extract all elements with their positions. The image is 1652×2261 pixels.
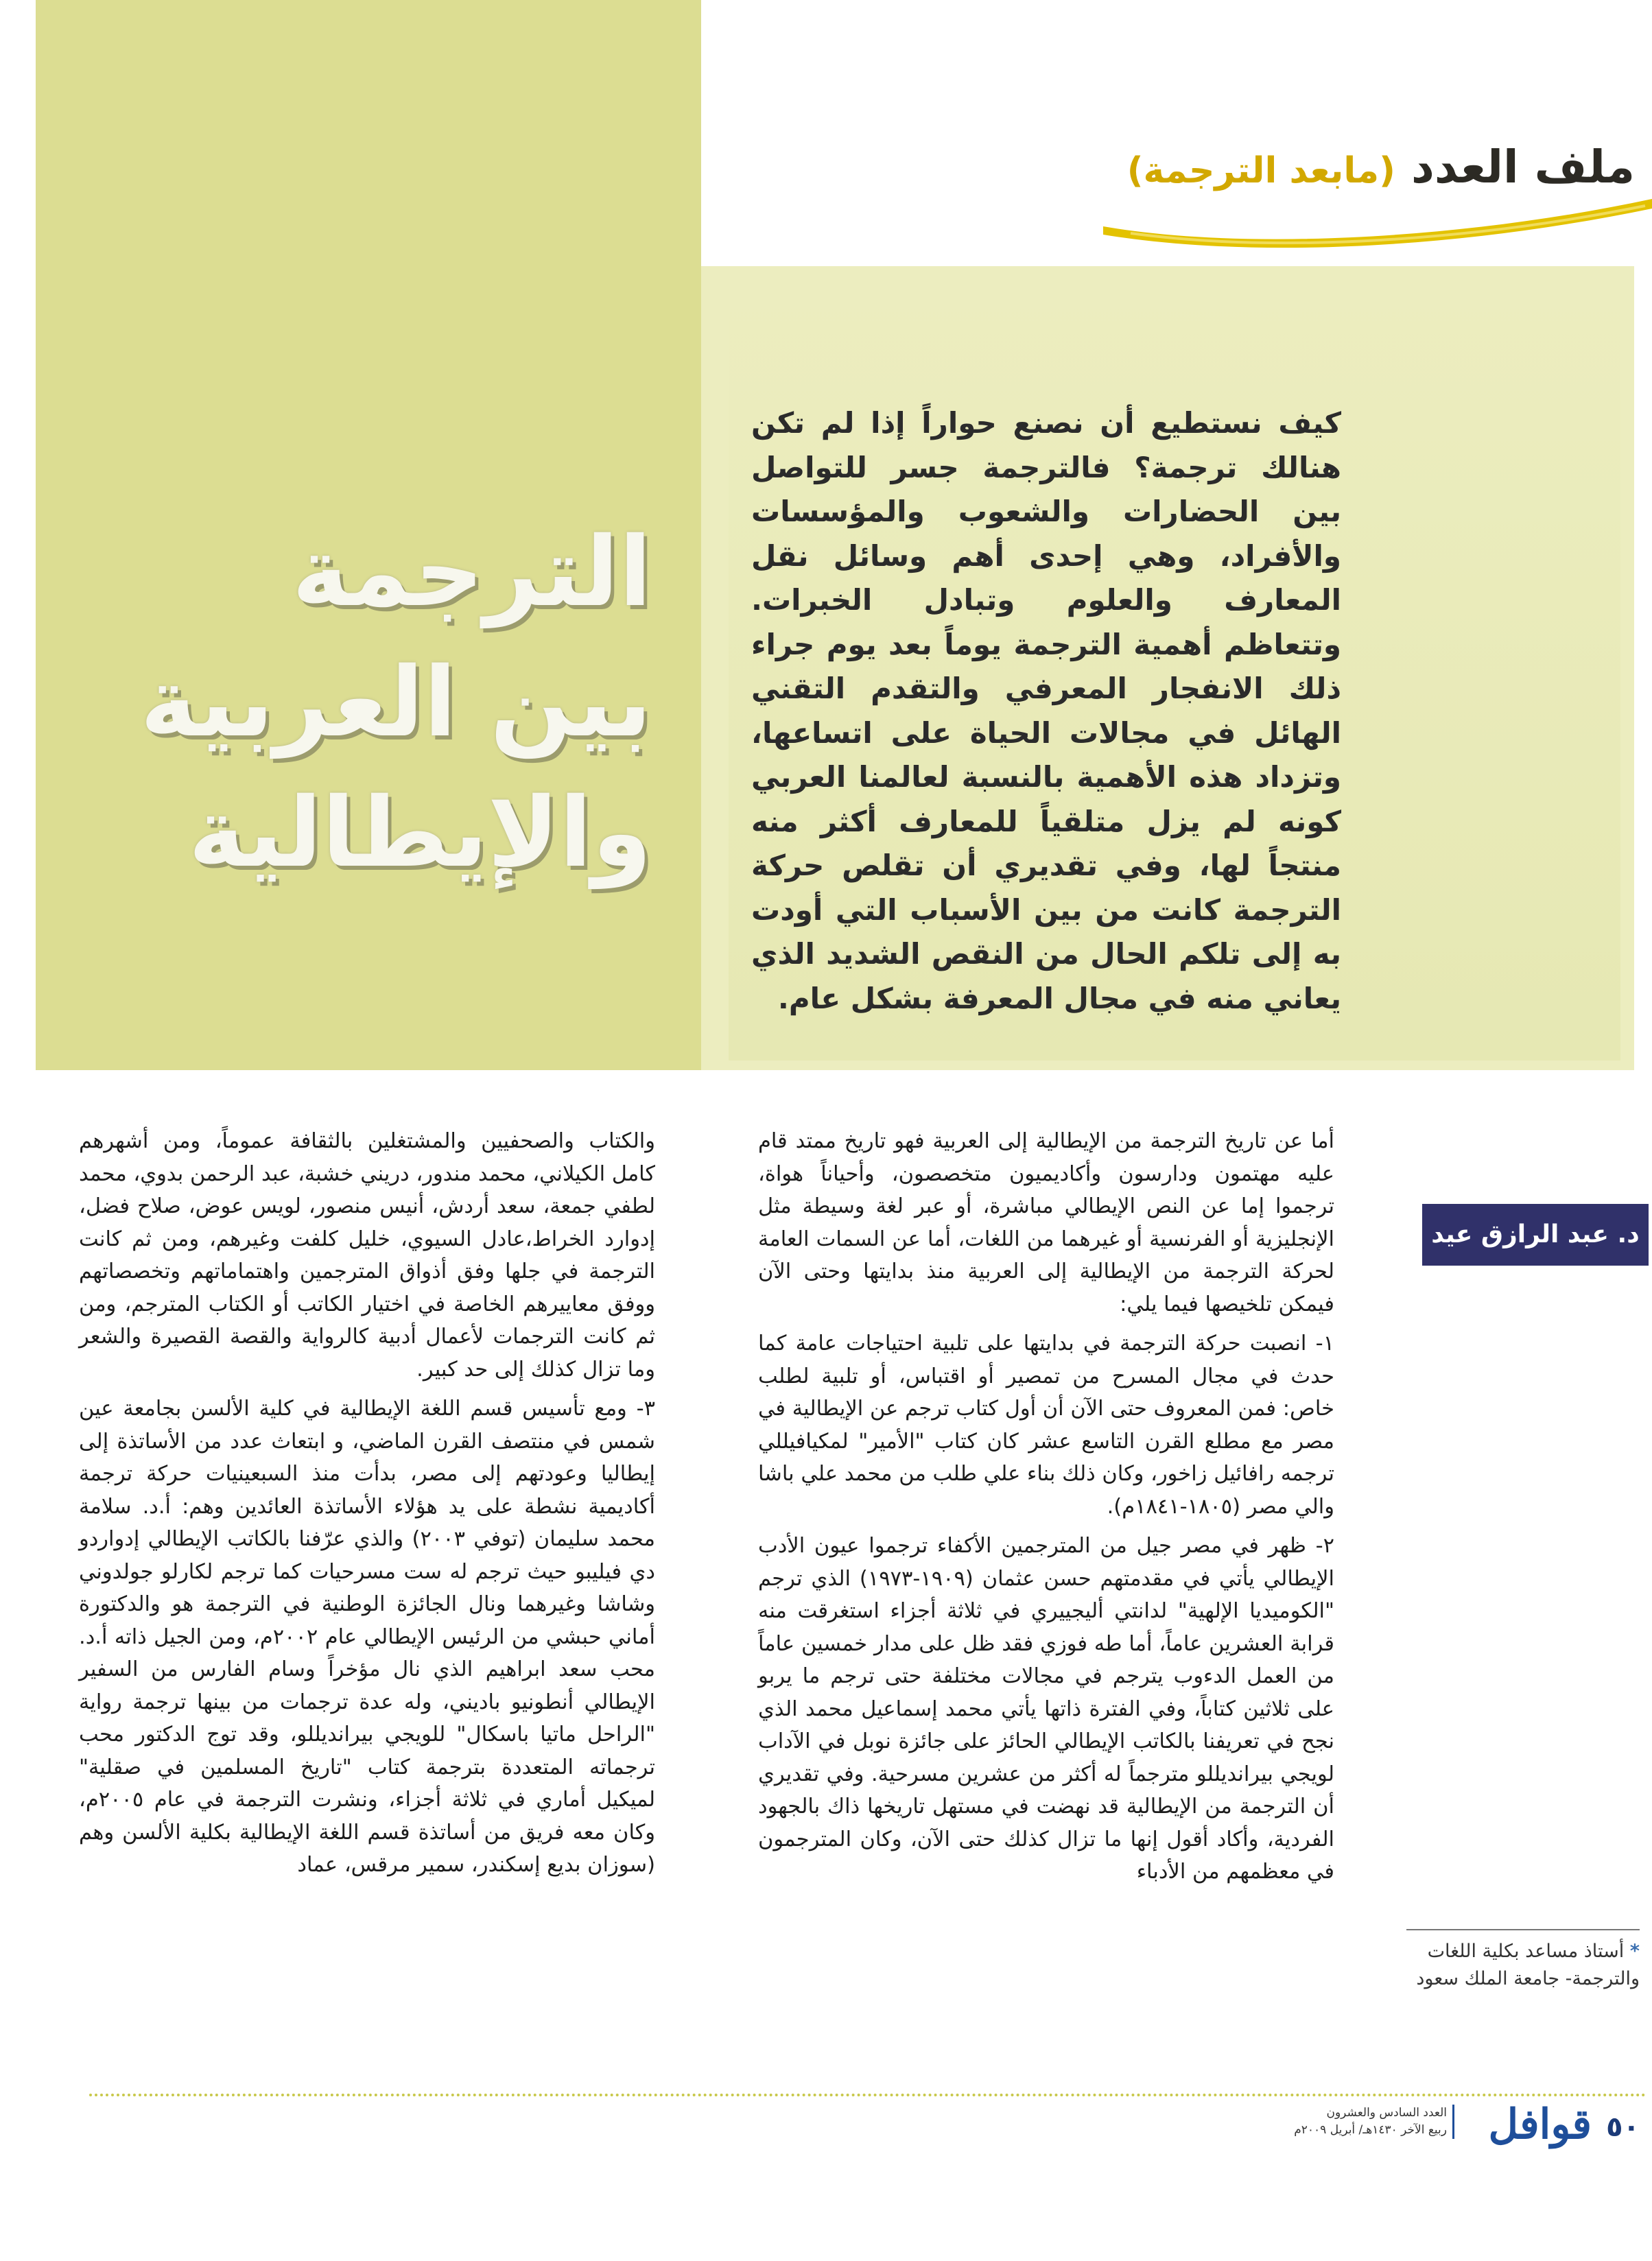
issue-number: العدد السادس والعشرون	[1326, 2106, 1447, 2120]
footnote-text: أستاذ مساعد بكلية اللغات والترجمة- جامعة الملك سعود	[1416, 1941, 1640, 1989]
intro-paragraph: كيف نستطيع أن نصنع حواراً إذا لم تكن هنالك ترجمة؟ فالترجمة جسر للتواصل بين الحضارات والشعوب والمؤسسات والأفراد، وهي إحدى أهم وسائل نقل المعارف والعلوم وتبادل الخبرات. وتتعاظم أهمية الترجمة يوماً بعد يوم جراء ذلك الانفجار المعرفي والتقدم التقني الهائل في مجالات الحياة على اتساعها، وتزداد هذه الأهمية بالنسبة لعالمنا العربي كونه لم يزل متلقياً للمعارف أكثر منه منتجاً لها، وفي تقديري أن تقلص حركة الترجمة كانت من بين الأسباب التي أودت به إلى تلكم الحال من النقص الشديد الذي يعاني منه في مجال المعرفة بشكل عام.	[751, 406, 1341, 1015]
body-column-right	[758, 1125, 1334, 1895]
footnote	[1406, 1938, 1640, 1993]
paragraph: ٢- ظهر في مصر جيل من المترجمين الأكفاء ترجموا عيون الأدب الإيطالي يأتي في مقدمتهم حسن عثمان (١٩٠٩-١٩٧٣) الذي ترجم "الكوميديا الإلهية" لدانتي أليجييري في ثلاثة أجزاء استغرقت منه قرابة العشرين عاماً، أما طه فوزي فقد ظل على مدار خمسين عاماً من العمل الدءوب يترجم في مجالات مختلفة حتى ترجم ما يربو على ثلاثين كتاباً، وفي الفترة ذاتها يأتي محمد إسماعيل محمد الذي نجح في تعريفنا بالكاتب الإيطالي الحائز على جائزة نوبل في الآداب لويجي بيرانديللو مترجماً له أكثر من عشرين مسرحية. وفي تقديري أن الترجمة من الإيطالية قد نهضت في مستهل تاريخها ذاك بالجهود الفردية، وأكاد أقول إنها ما تزال كذلك حتى الآن، وكان المترجمون في معظمهم من الأدباء	[758, 1534, 1334, 1884]
page-number: ٥٠	[1606, 2111, 1640, 2143]
paragraph: ٣- ومع تأسيس قسم اللغة الإيطالية في كلية الألسن بجامعة عين شمس في منتصف القرن الماضي، و ابتعاث عدد من الأساتذة إلى إيطاليا وعودتهم إلى مصر، بدأت منذ السبعينيات حركة ترجمة أكاديمية نشطة على يد هؤلاء الأساتذة العائدين وهم: أ.د. سلامة محمد سليمان (توفي ٢٠٠٣) والذي عرّفنا بالكاتب الإيطالي إدواردو دي فيليبو حيث ترجم له ست مسرحيات كما ترجم لكارلو جولدوني وشاشا وغيرهما ونال الجائزة الوطنية في الترجمة هو والدكتورة أماني حبشي من الرئيس الإيطالي عام ٢٠٠٢م، ومن الجيل ذاته أ.د. محب سعد ابراهيم الذي نال مؤخراً وسام الفارس من السفير الإيطالي أنطونيو باديني، وله عدة ترجمات من بينها ترجمة رواية "الراحل ماتيا باسكال" للويجي بيرانديللو، وقد توج الدكتور محب ترجماته المتعددة بترجمة كتاب "تاريخ المسلمين في صقلية" لميكيل أماري في ثلاثة أجزاء، ونشرت الترجمة في عام ٢٠٠٥م، وكان معه فريق من أساتذة قسم اللغة الإيطالية بكلية الألسن وهم (سوزان بديع إسكندر، سمير مرقس، عماد	[79, 1397, 655, 1877]
issue-info	[1289, 2105, 1454, 2139]
title-line-2: بين العربية	[140, 647, 652, 759]
section-label: ملف العدد	[1411, 141, 1635, 193]
footnote-divider	[1406, 1929, 1640, 1930]
title-line-1: الترجمة	[292, 517, 652, 628]
body-column-left	[79, 1125, 655, 1889]
header-swoosh-graphic	[1103, 185, 1652, 261]
paragraph: والكتاب والصحفيين والمشتغلين بالثقافة عموماً، ومن أشهرهم كامل الكيلاني، محمد مندور، دريني خشبة، عبد الرحمن بدوي، محمد لطفي جمعة، سعد أردش، أنيس منصور، لويس عوض، صلاح فضل، إدوارد الخراط،عادل السيوي، خليل كلفت وغيرهم، ومن ثم كانت الترجمة في جلها وفق أذواق المترجمين واهتماماتهم وتخصصاتهم ووفق معاييرهم الخاصة في اختيار الكاتب أو الكتاب المترجم، ومن ثم كانت الترجمات لأعمال أدبية كالرواية والقصة القصيرة والشعر وما تزال كذلك إلى حد كبير.	[78, 1129, 655, 1382]
title-line-3: والإيطالية	[188, 777, 652, 889]
magazine-logo: قوافل	[1488, 2100, 1592, 2148]
footer-divider	[89, 2094, 1647, 2096]
section-subtitle: (مابعد الترجمة)	[1126, 150, 1395, 191]
author-badge	[1422, 1204, 1649, 1310]
issue-date: ربيع الآخر ١٤٣٠هـ/ أبريل ٢٠٠٩م	[1294, 2123, 1447, 2137]
footnote-mark: *	[1629, 1941, 1640, 1962]
paragraph: ١- انصبت حركة الترجمة في بدايتها على تلبية احتياجات عامة كما حدث في مجال المسرح من تمصير أو اقتباس، أو تلبية لطلب خاص: فمن المعروف حتى الآن أن أول كتاب ترجم عن الإيطالية في مصر مع مطلع القرن التاسع عشر كان كتاب "الأمير" لمكيافيللي ترجمه رافائيل زاخور، وكان ذلك بناء علي طلب من محمد علي باشا والي مصر (١٨٠٥-١٨٤١م).	[758, 1331, 1334, 1519]
author-name: د. عبد الرازق عيد *	[1431, 1220, 1640, 1310]
article-title	[48, 508, 652, 899]
paragraph: أما عن تاريخ الترجمة من الإيطالية إلى العربية فهو تاريخ ممتد قام عليه مهتمون ودارسون وأكاديميون متخصصون، وأحياناً هواة، ترجموا إما عن النص الإيطالي مباشرة، أو عبر لغة وسيطة مثل الإنجليزية أو الفرنسية أو غيرهما من اللغات، أما عن السمات العامة لحركة الترجمة من الإيطالية إلى العربية منذ بدايتها وحتى الآن فيمكن تلخيصها فيما يلي:	[758, 1129, 1334, 1316]
